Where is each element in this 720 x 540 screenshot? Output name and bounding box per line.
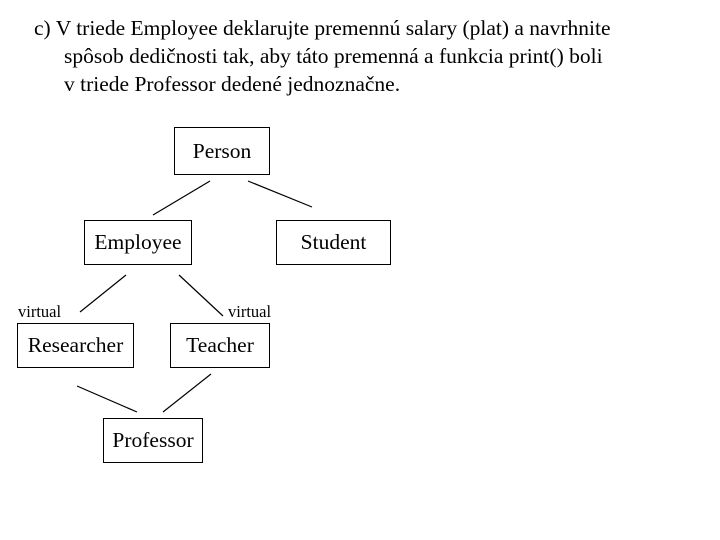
edge-teacher-employee	[179, 275, 223, 316]
edge-employee-person	[153, 181, 210, 215]
edge-student-person	[248, 181, 312, 207]
class-box-student: Student	[276, 220, 391, 265]
class-box-researcher: Researcher	[17, 323, 134, 368]
edge-professor-teacher	[163, 374, 211, 412]
class-box-professor: Professor	[103, 418, 203, 463]
class-box-person: Person	[174, 127, 270, 175]
task-line-2: spôsob dedičnosti tak, aby táto premenná a funkcia print() boli	[64, 44, 603, 68]
edge-professor-researcher	[77, 386, 137, 412]
virtual-label-right: virtual	[228, 302, 272, 321]
task-line-3: v triede Professor dedené jednoznačne.	[64, 72, 401, 96]
class-box-employee: Employee	[84, 220, 192, 265]
edge-researcher-employee	[80, 275, 126, 312]
virtual-label-left: virtual	[18, 302, 62, 321]
task-line-1: c) V triede Employee deklarujte premennú salary (plat) a navrhnite	[34, 16, 611, 40]
class-box-teacher: Teacher	[170, 323, 270, 368]
